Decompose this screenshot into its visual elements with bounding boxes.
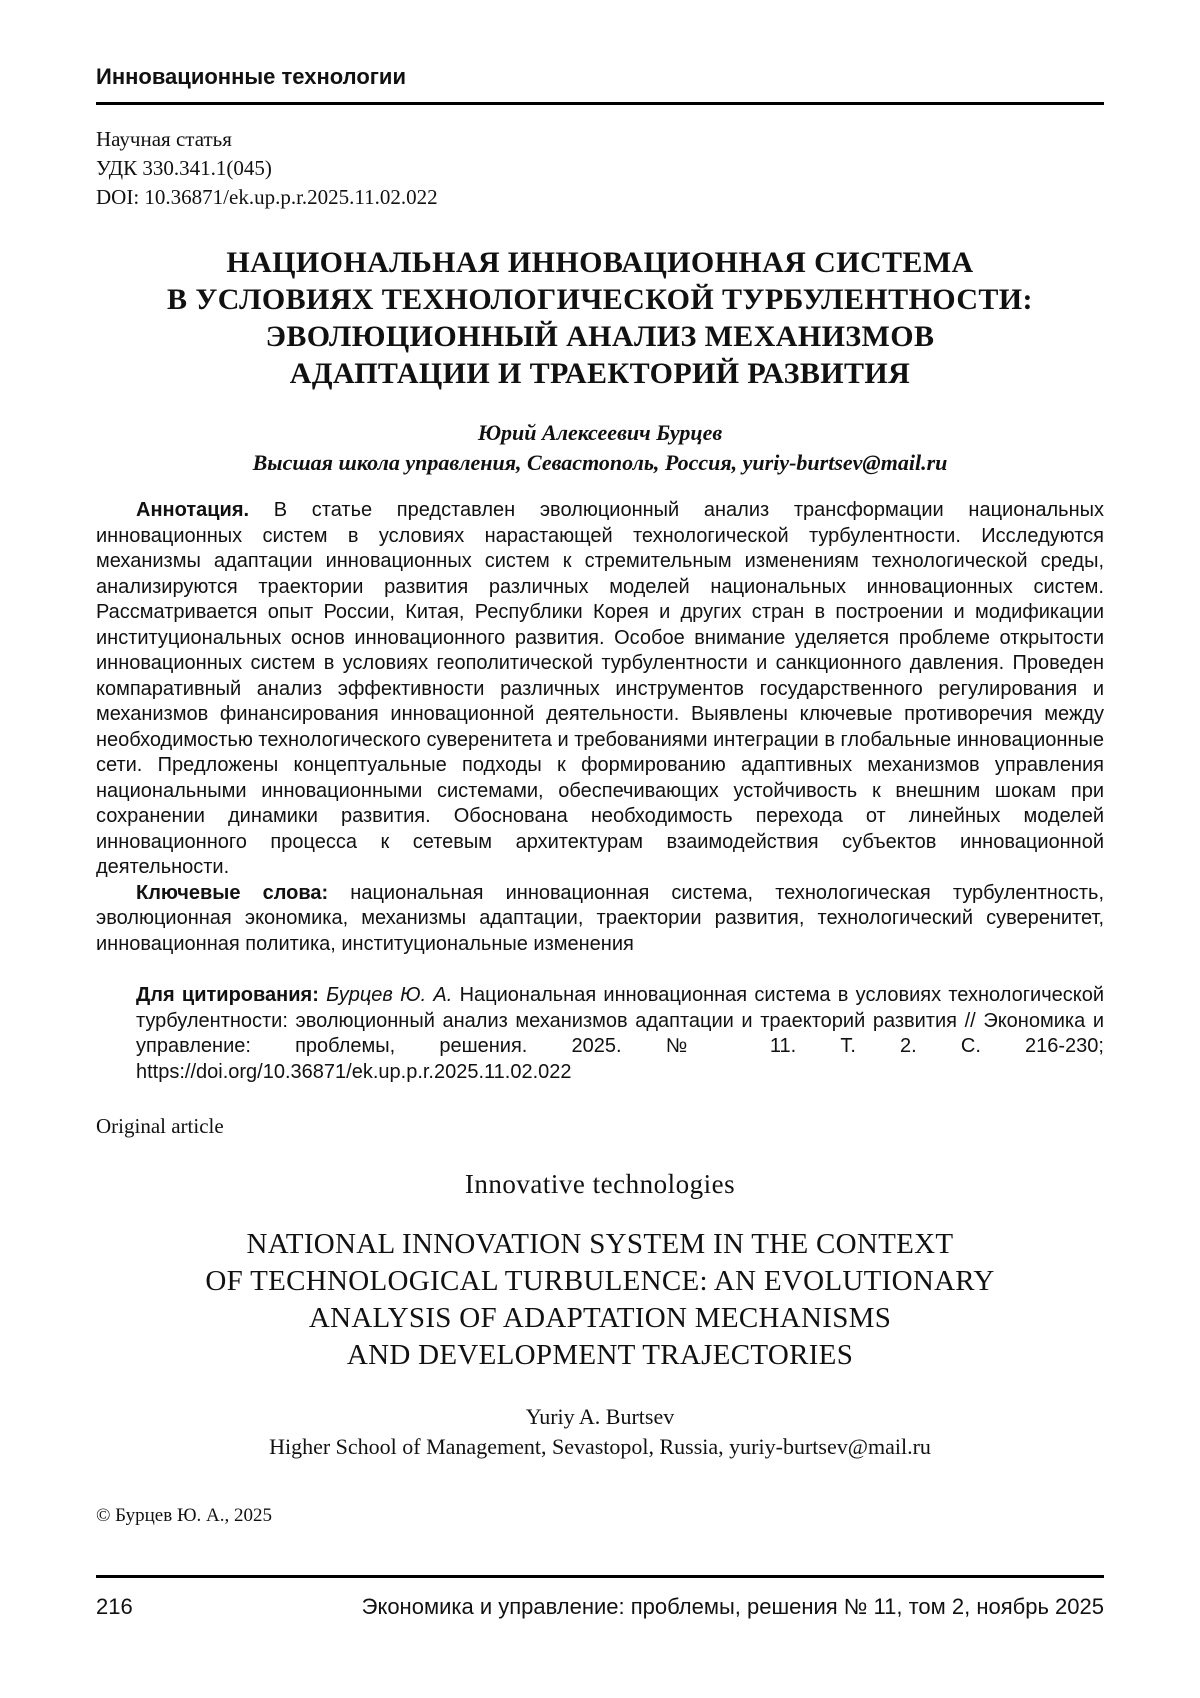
abstract-label: Аннотация. — [136, 499, 250, 521]
citation-block — [136, 983, 1104, 1085]
author-block-ru — [96, 418, 1104, 478]
header-rule — [96, 102, 1104, 105]
section-heading-en: Innovative technologies — [464, 1169, 736, 1199]
copyright-line: © Бурцев Ю. А., 2025 — [96, 1505, 272, 1526]
citation-author: Бурцев Ю. А. — [318, 984, 460, 1006]
author-affiliation-en: Higher School of Management, Sevastopol, Russia, yuriy-burtsev@mail.ru — [269, 1434, 931, 1459]
article-meta — [96, 125, 1104, 212]
journal-line: Экономика и управление: проблемы, решения № 11, том 2, ноябрь 2025 — [361, 1594, 1104, 1619]
keywords-label: Ключевые слова: — [136, 881, 329, 904]
citation-text: Национальная инновационная система в условиях технологической турбулентности: эволюционный анализ механизмов адаптации и траекторий развития // Экономика и управление: проблемы, решения. 2025. № 11. Т. 2. С. 216-230; https://doi.org/10.36871/ek.up.p.r.2025.11.02.022 — [136, 984, 1105, 1083]
article-title-en: NATIONAL INNOVATION SYSTEM IN THE CONTEXT OF TECHNOLOGICAL TURBULENCE: AN EVOLUTIONARY ANALYSIS OF ADAPTATION MECHANISMS AND DEVELOPMENT TRAJECTORIES — [205, 1228, 995, 1371]
udc-number: УДК 330.341.1(045) — [96, 156, 272, 180]
doi-line: DOI: 10.36871/ek.up.p.r.2025.11.02.022 — [96, 185, 438, 209]
author-name-ru: Юрий Алексеевич Бурцев — [477, 420, 723, 445]
author-name-en: Yuriy A. Burtsev — [525, 1404, 675, 1429]
page-number: 216 — [96, 1594, 133, 1619]
running-head: Инновационные технологии — [96, 64, 406, 89]
article-type-en: Original article — [96, 1114, 224, 1138]
footer-row — [96, 1594, 1104, 1620]
citation-label: Для цитирования: — [136, 984, 319, 1006]
author-affiliation-ru: Высшая школа управления, Севастополь, Россия, yuriy-burtsev@mail.ru — [252, 450, 948, 475]
footer-rule — [96, 1575, 1104, 1578]
page-footer — [96, 1575, 1104, 1620]
article-title-ru: НАЦИОНАЛЬНАЯ ИННОВАЦИОННАЯ СИСТЕМА В УСЛОВИЯХ ТЕХНОЛОГИЧЕСКОЙ ТУРБУЛЕНТНОСТИ: ЭВОЛЮЦИОННЫЙ АНАЛИЗ МЕХАНИЗМОВ АДАПТАЦИИ И ТРАЕКТОРИЙ РАЗВИТИЯ — [167, 246, 1033, 390]
author-block-en — [96, 1402, 1104, 1462]
keywords-text: национальная инновационная система, технологическая турбулентность, эволюционная экономика, механизмы адаптации, траектории развития, технологический суверенитет, инновационная политика, институциональные изменения — [96, 881, 1104, 955]
abstract-text: В статье представлен эволюционный анализ трансформации национальных инновационных систем в условиях нарастающей технологической турбулентности. Исследуются механизмы адаптации инновационных систем к стремительным изменениям технологической среды, анализируются траектории развития различных моделей национальных инновационных систем. Рассматривается опыт России, Китая, Республики Корея и других стран в построении и модификации институциональных основ инновационного развития. Особое внимание уделяется проблеме открытости инновационных систем в условиях геополитической турбулентности и санкционного давления. Проведен компаративный анализ эффективности различных инструментов государственного регулирования и механизмов финансирования инновационной деятельности. Выявлены ключевые противоречия между необходимостью технологического суверенитета и требованиями интеграции в глобальные инновационные сети. Предложены концептуальные подходы к формированию адаптивных механизмов управления национальными инновационными системами, обеспечивающих устойчивость к внешним шокам при сохранении динамики развития. Обоснована необходимость перехода от линейных моделей инновационного процесса к сетевым архитектурам взаимодействия субъектов инновационной деятельности. — [96, 499, 1104, 878]
keywords-paragraph — [96, 881, 1104, 958]
abstract-paragraph — [96, 498, 1104, 881]
article-type-ru: Научная статья — [96, 127, 232, 151]
